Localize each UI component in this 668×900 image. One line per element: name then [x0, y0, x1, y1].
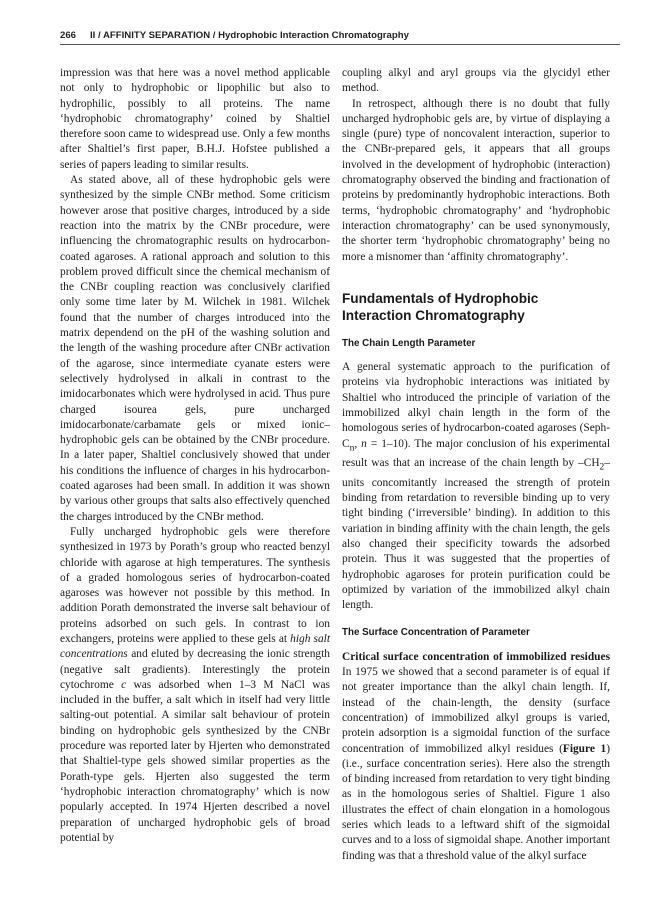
- running-header: [60, 30, 620, 45]
- emphasis-text: c: [121, 678, 127, 691]
- paragraph: As stated above, all of these hydrophobic gels were synthesized by the simple CNBr method. Some criticism however arose that positive charges, introduced by a side reaction into the matrix by the CNBr procedure, were influencing the chromatographic results on hydrocarbon-coated agaroses. A rational approach and solution to this problem proved difficult since the chemical mechanism of the CNBr coupling reaction was conclusively clarified only some time later by M. Wilchek in 1981. Wilchek found that the number of charges introduced into the matrix dependend on the pH of the washing solution and the length of the washing procedure after CNBr activation of the agarose, since intermediate cyanate esters were selectively hydrolysed in alkali in contrast to the imidocarbonates which were hydrolysed in acid. Thus pure charged isourea gels, pure uncharged imidocarbonate/carbamate gels or mixed ionic–hydrophobic gels can be obtained by the CNBr procedure. In a later paper, Shaltiel conclusively showed that under his conditions the influence of charges in his hydrocarbon-coated agaroses had been small. In addition it was shown by various other groups that salts also effectively quenched the charges introduced by the CNBr method.: [60, 174, 330, 523]
- text-run: = 1–10). The major conclusion of his experimental result was that an increase of the chain length by –CH: [342, 437, 610, 470]
- left-column: [60, 66, 330, 846]
- right-column: [342, 66, 610, 864]
- subsection-heading: The Chain Length Parameter: [342, 337, 476, 349]
- running-title: II / AFFINITY SEPARATION / Hydrophobic Interaction Chromatography: [90, 30, 409, 41]
- paragraph: [60, 525, 330, 846]
- subscript: 2: [599, 462, 605, 473]
- subscript: n: [349, 442, 355, 453]
- run-in-heading: Critical surface concentration of immobilized residues: [342, 650, 610, 663]
- section-heading: Fundamentals of Hydrophobic Interaction Chromatography: [342, 290, 539, 323]
- emphasis-text: high salt concentrations: [60, 632, 330, 661]
- paragraph: In retrospect, although there is no doubt that fully uncharged hydrophobic gels are, by virtue of displaying a single (pure) type of noncovalent interaction, superior to the CNBr-prepared gels, it appears that all groups involved in the development of hydrophobic (interaction) chromatography observed the binding and fractionation of proteins by predominantly hydrophobic interactions. Both terms, ‘hydrophobic chromatography’ and ‘hydrophobic interaction chromatography’ can be used synonymously, the shorter term ‘hydrophobic chromatography’ being no more a misnomer than ‘affinity chromatography’.: [342, 97, 610, 263]
- text-run: was adsorbed when 1–3 M NaCl was included in the buffer, a salt which in itself had very little salting-out potential. A similar salt behaviour of protein binding on hydrophobic gels synthesized by the CNBr procedure was reported later by Hjerten who demonstrated that Shaltiel-type gels showed similar properties as the Porath-type gels. Hjerten also suggested the term ‘hydrophobic interaction chromatography’ which is now popularly accepted. In 1974 Hjerten described a novel preparation of uncharged hydrophobic gels of broad potential by: [60, 678, 330, 844]
- text-run: Fully uncharged hydrophobic gels were therefore synthesized in 1973 by Porath’s group who reacted benzyl chloride with agarose at high temperatures. The synthesis of a graded homologous series of hydrocarbon-coated agaroses was however not possible by this method. In addition Porath demonstrated the inverse salt behaviour of proteins adsorbed on such gels. In contrast to ion exchangers, proteins were applied to these gels at: [60, 525, 330, 645]
- text-run: – units concomitantly increased the strength of protein binding from retardation to reversible binding up to very tight binding (‘irreversible’ binding). In addition to this variation in binding affinity with the chain length, the gels also changed their specificity towards the adsorbed protein. Thus it was suggested that the properties of hydrophobic agaroses for protein purification could be optimized by variation of the immobilized alkyl chain length.: [342, 457, 610, 612]
- paragraph: coupling alkyl and aryl groups via the glycidyl ether method.: [342, 67, 610, 95]
- page-number: 266: [60, 30, 77, 41]
- subsection-heading: The Surface Concentration of Parameter: [342, 627, 530, 639]
- text-run: and eluted by decreasing the ionic strength (negative salt gradients). Interestingly the protein cytochrome: [60, 648, 330, 691]
- paragraph: impression was that here was a novel method applicable not only to hydrophobic or lipophilic but also to hydrophilic, possibly to all proteins. The name ‘hydrophobic chromatography’ coined by Shaltiel therefore soon came to widespread use. Only a few months after Shaltiel’s first paper, B.H.J. Hofstee published a series of papers leading to similar results.: [60, 67, 330, 171]
- emphasis-text: n: [361, 437, 367, 450]
- paragraph: [342, 360, 610, 613]
- text-run: In 1975 we showed that a second parameter is of equal if not greater importance than the alkyl chain length. If, instead of the chain-length, the density (surface concentration) of immobilized alkyl groups is varied, protein adsorption is a sigmoidal function of the surface concentration of immobilized alkyl residues (: [342, 666, 610, 755]
- text-run: A general systematic approach to the purification of proteins via hydrophobic interactions was initiated by Shaltiel who introduced the principle of variation of the immobilized alkyl chain length in the form of the homologous series of hydrocarbon-coated agaroses (Seph-C: [342, 361, 610, 450]
- text-run: ,: [354, 437, 362, 450]
- text-run: ) (i.e., surface concentration series). Here also the strength of binding increased from retardation to very tight binding as in the homologous series of Shaltiel. Figure 1 also illustrates the effect of chain elongation in a homologous series which leads to a leftward shift of the sigmoidal curves and to a loss of sigmoidal shape. Another important finding was that a threshold value of the alkyl surface: [342, 742, 610, 862]
- paragraph: [342, 650, 610, 864]
- figure-reference[interactable]: Figure 1: [562, 742, 607, 755]
